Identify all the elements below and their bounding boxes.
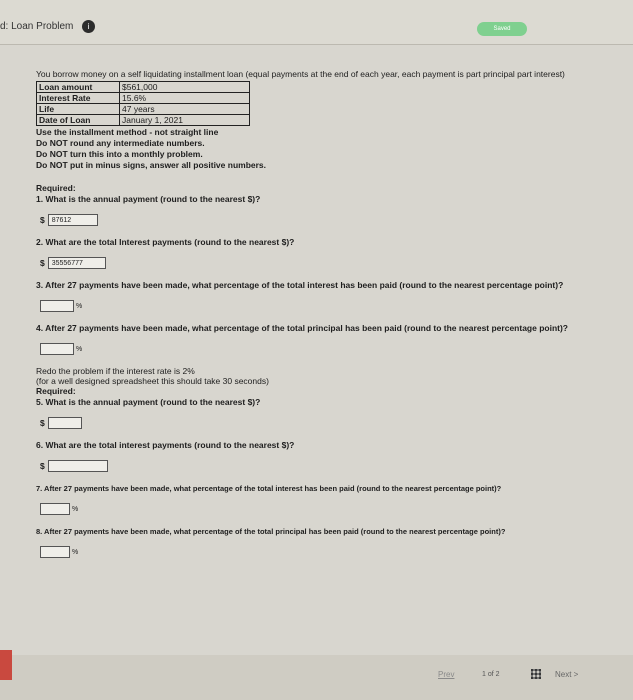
answer-3-input[interactable] — [40, 300, 74, 312]
table-label: Loan amount — [37, 82, 120, 93]
question-5: 5. What is the annual payment (round to the nearest $)? — [36, 397, 261, 407]
prev-button[interactable]: Prev — [438, 670, 455, 679]
answer-7-input[interactable] — [40, 503, 70, 515]
redo-section — [36, 366, 626, 397]
answer-row — [40, 213, 626, 227]
page-title: d: Loan Problem — [0, 21, 74, 32]
problem-content — [0, 45, 633, 655]
info-icon[interactable]: i — [82, 20, 95, 33]
question-3: 3. After 27 payments have been made, what percentage of the total interest has been paid (round to the nearest percentage point)? — [36, 280, 564, 290]
rule-line: Use the installment method - not straight line — [36, 127, 219, 137]
problem-intro: You borrow money on a self liquidating installment loan (equal payments at the end of each year, each payment is part principal part interest) — [36, 69, 565, 79]
answer-row — [40, 416, 626, 430]
table-row — [37, 104, 250, 115]
table-label: Life — [37, 104, 120, 115]
unit-label: $ — [40, 215, 45, 225]
answer-1-input[interactable]: 87612 — [48, 214, 98, 226]
rule-line: Do NOT round any intermediate numbers. — [36, 138, 205, 148]
question-8: 8. After 27 payments have been made, what percentage of the total principal has been paid (round to the nearest percentage point)? — [36, 527, 506, 536]
question-area — [36, 69, 626, 569]
rules-list — [36, 127, 626, 171]
table-value: January 1, 2021 — [120, 115, 250, 126]
answer-6-input[interactable] — [48, 460, 108, 472]
question-4: 4. After 27 payments have been made, what percentage of the total principal has been paid (round to the nearest percentage point)? — [36, 323, 568, 333]
question-1: 1. What is the annual payment (round to the nearest $)? — [36, 194, 261, 204]
table-value: 47 years — [120, 104, 250, 115]
answer-row — [40, 545, 626, 559]
redo-line: Redo the problem if the interest rate is 2% — [36, 366, 195, 376]
side-tab[interactable] — [0, 650, 12, 680]
unit-label: % — [72, 505, 79, 513]
answer-8-input[interactable] — [40, 546, 70, 558]
answer-2-input[interactable]: 35556777 — [48, 257, 106, 269]
unit-label: $ — [40, 258, 45, 268]
unit-label: % — [76, 302, 83, 310]
table-row — [37, 82, 250, 93]
table-label: Interest Rate — [37, 93, 120, 104]
redo-line: (for a well designed spreadsheet this should take 30 seconds) — [36, 376, 269, 386]
table-row — [37, 93, 250, 104]
answer-row — [40, 342, 626, 356]
unit-label: $ — [40, 418, 45, 428]
loan-table — [36, 81, 250, 126]
table-label: Date of Loan — [37, 115, 120, 126]
required-label: Required: — [36, 183, 76, 193]
question-7: 7. After 27 payments have been made, what percentage of the total interest has been paid (round to the nearest percentage point)? — [36, 484, 502, 493]
rule-line: Do NOT put in minus signs, answer all positive numbers. — [36, 160, 267, 170]
question-6: 6. What are the total interest payments (round to the nearest $)? — [36, 440, 295, 450]
rule-line: Do NOT turn this into a monthly problem. — [36, 149, 203, 159]
next-button[interactable]: Next > — [555, 670, 579, 679]
unit-label: $ — [40, 461, 45, 471]
answer-row — [40, 256, 626, 270]
question-2: 2. What are the total Interest payments (round to the nearest $)? — [36, 237, 295, 247]
page-indicator: 1 of 2 — [482, 671, 500, 678]
table-value: 15.6% — [120, 93, 250, 104]
saved-button[interactable]: Saved — [477, 22, 527, 36]
answer-4-input[interactable] — [40, 343, 74, 355]
answer-row — [40, 502, 626, 516]
answer-row — [40, 459, 626, 473]
top-bar — [0, 0, 633, 45]
grid-icon[interactable] — [531, 669, 541, 679]
bottom-nav — [0, 655, 633, 700]
required-label: Required: — [36, 386, 76, 396]
answer-row — [40, 299, 626, 313]
table-value: $561,000 — [120, 82, 250, 93]
unit-label: % — [76, 345, 83, 353]
table-row — [37, 115, 250, 126]
answer-5-input[interactable] — [48, 417, 82, 429]
unit-label: % — [72, 548, 79, 556]
